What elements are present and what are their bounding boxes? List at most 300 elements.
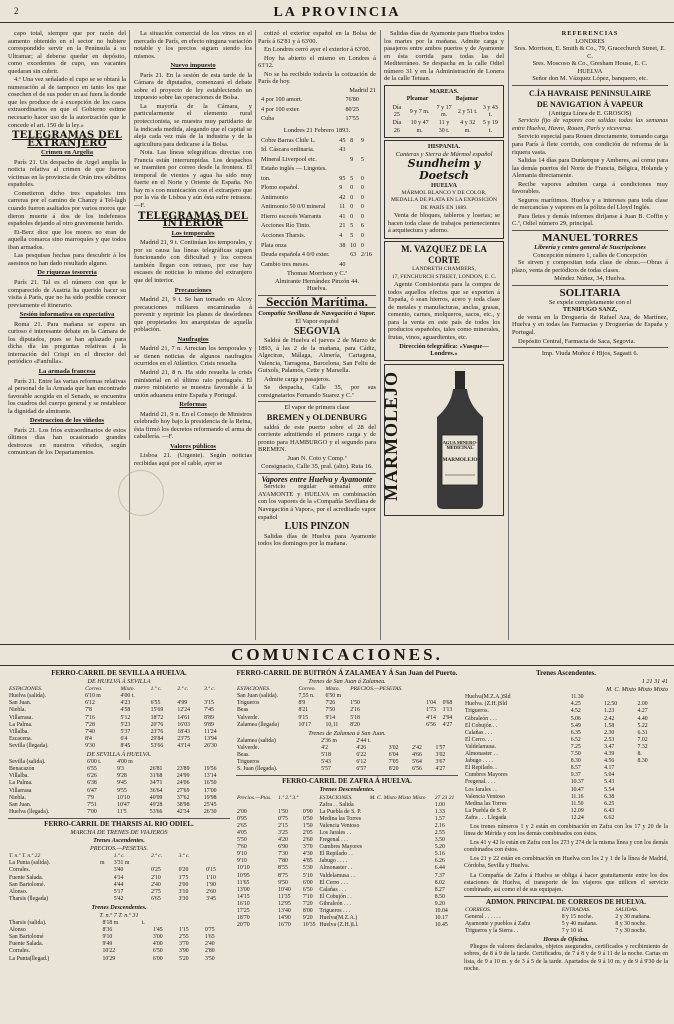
table-header-cell: 1.ª c.: [113, 853, 125, 860]
exchange-table: [258, 94, 376, 125]
table-cell: 9'28: [117, 773, 127, 780]
table-cell: 11'24: [204, 728, 217, 735]
timetable-row: [8, 707, 230, 714]
ad-brand-vertical: MARMOLEJO: [381, 370, 401, 501]
table-cell: [369, 908, 434, 915]
table-cell: 34'71: [149, 780, 163, 787]
table-cell: [664, 708, 668, 715]
timetable-table: [236, 686, 458, 729]
table-cell: 7'8: [85, 707, 92, 714]
table-cell: [338, 251, 347, 259]
table-cell: 80'25: [345, 105, 359, 113]
market-row: [260, 165, 374, 173]
table-cell: S. Juan (llegada).: [237, 766, 278, 773]
table-header-cell: PRECIOS.—PESETAS.: [350, 686, 403, 693]
article-paragraph: Saldrá de Huelva el jueves 2 de Marzo de 1893, á las 2 de la mañana, para Cádiz, Algeciras, Málaga, Almería, Cartagena, Valencia, Tarragona, Barcelona, San Feliu de Guixols, Palamós, Cette y Marsella.: [258, 337, 376, 375]
table-cell: 5'10: [302, 872, 313, 879]
ad-text: Servicio especial para Rouen directamente, tomando carga para París á flete corrido, con condición de reforma de la riquera vasta.: [512, 133, 668, 156]
table-cell: 10'29: [102, 955, 116, 962]
table-cell: 4.40: [637, 715, 648, 722]
table-cell: 19'98: [203, 794, 217, 801]
table-cell: 9'3: [117, 766, 124, 773]
table-cell: 9'15: [298, 714, 309, 721]
table-cell: [411, 738, 434, 745]
table-cell: 6'22: [356, 752, 367, 759]
table-cell: [149, 759, 176, 766]
table-cell: 5: [350, 222, 354, 230]
table-cell: Tharsis (salida).: [9, 920, 47, 927]
table-cell: 24'99: [176, 773, 190, 780]
table-cell: 5.16: [434, 851, 445, 858]
table-cell: [664, 758, 668, 765]
table-cell: 12'95: [278, 900, 291, 907]
table-header-cell: [433, 95, 454, 105]
table-cell: 2'40: [151, 881, 161, 888]
bottle-caption: AGUA MINERO-MEDICINAL: [442, 439, 478, 450]
company-subtitle: El Vapor español: [295, 317, 339, 325]
table-cell: [369, 851, 434, 858]
exchange-place: Madrid 21: [349, 86, 376, 94]
table-cell: Cuba: [261, 115, 275, 123]
article-paragraph: Madrid 21, 9 n. En el Consejo de Ministros celebrado hoy bajo la presidencia de la Reina, ésta firmó los decretos reformando el arma de caballería. —F.: [134, 410, 252, 441]
table-cell: 9'55: [117, 787, 127, 794]
article-paragraph: Las pesquisas hechas para descubrir á los asesinos no han dado resultado alguno.: [8, 252, 126, 267]
table-cell: Acciones Tharsis.: [261, 232, 306, 240]
timetable-row: [8, 896, 230, 903]
office-hours-text: Pliegos de valores declarados, objetos asegurados, certificados y recibimiento de sobres, de 8 á 9 de la tarde. Certificados, de 7 á 8 y de 9 á 11 de la noche. Cartas en lista, de 9 a 10 m. y de 3 á 5 de la tarde. Apartados de 9 á 10 m. y de 9 á 9'30 de la noche.: [464, 944, 668, 972]
timetable-row: [236, 752, 458, 759]
timetable-note: La Compañía de Zafra á Huelva se obliga á hacer gratuitamente entre los dos estaciones de Huelva, el transporte de los viajeros que utilicen el servicio combinado, así como el de sus equipajes.: [464, 872, 668, 893]
table-cell: 3'45: [206, 895, 216, 902]
table-cell: 8'75: [278, 872, 288, 879]
timetable-row: [236, 880, 458, 887]
timetable-row: [8, 927, 230, 934]
table-cell: 17'00: [203, 787, 217, 794]
table-cell: 6'12: [85, 700, 95, 707]
timetable-title: FERRO-CARRIL DE BUITRÓN Á ZALAMEA Y Á San Juan del Puerto.: [236, 669, 458, 677]
table-cell: [204, 920, 230, 927]
timetable-row: [8, 729, 230, 736]
table-cell: Alonso: [9, 927, 26, 934]
table-cell: Tharsis (llegada): [9, 895, 49, 902]
table-cell: 8.30: [637, 758, 648, 765]
table-cell: [141, 956, 152, 963]
timetable-row: [236, 745, 458, 752]
table-cell: Trigueros: [237, 700, 260, 707]
table-cell: [637, 765, 664, 772]
table-cell: La Punta (salida).: [9, 860, 51, 867]
timetable-row: [8, 759, 230, 766]
timetable-row: [236, 887, 458, 894]
table-cell: [236, 802, 277, 809]
exchange-row: [260, 106, 374, 114]
table-cell: 11'65: [237, 879, 250, 886]
table-header-cell: 3.ª c.: [204, 686, 216, 693]
table-cell: 43'14: [177, 742, 191, 749]
table-cell: San Bartolomé: [9, 934, 44, 941]
column-rule: [129, 30, 130, 640]
table-cell: [150, 860, 178, 867]
table-cell: 0'90: [302, 808, 313, 815]
table-cell: 19'56: [203, 766, 217, 773]
ad-subtitle: (Antigua Línea de E. GROSOS): [548, 109, 632, 117]
table-cell: 7.50: [570, 751, 581, 758]
timetable-row: [464, 815, 668, 822]
table-cell: 11'35: [278, 893, 291, 900]
column-1: [8, 30, 126, 640]
timetable-columns: 1 21 31 41: [641, 678, 668, 686]
subheading: Nuevo impuesto: [170, 62, 216, 70]
market-row: [260, 203, 374, 211]
table-cell: Alonso.: [9, 888, 28, 895]
table-cell: 8'36: [102, 927, 113, 934]
table-cell: 23'75: [177, 735, 191, 742]
table-cell: 3 y 43 t.: [482, 104, 498, 119]
table-cell: 3'31 m: [113, 860, 130, 867]
table-cell: 2.53: [604, 736, 615, 743]
table-cell: 6'65: [151, 895, 161, 902]
table-cell: 10 y 47 m.: [410, 120, 429, 134]
table-cell: 8'20: [388, 766, 399, 773]
table-cell: [369, 830, 434, 837]
table-cell: 1'57: [435, 744, 446, 751]
table-cell: 10.45: [434, 922, 448, 929]
marmolejo-ad: [381, 364, 504, 516]
table-cell: 53'66: [149, 808, 163, 815]
table-cell: [302, 802, 318, 809]
table-cell: 6'56: [412, 766, 422, 773]
table-cell: [176, 759, 203, 766]
table-cell: 5.54: [604, 786, 615, 793]
table-cell: 0'75: [204, 927, 215, 934]
table-cell: 6'50: [152, 948, 163, 955]
table-cell: 8'21: [298, 707, 309, 714]
table-cell: [141, 927, 152, 934]
table-cell: 3'70: [302, 844, 313, 851]
table-cell: 3'30: [178, 895, 189, 902]
article-paragraph: Consignacio, Calle 35, pral. (alto). Ruta 16.: [261, 463, 373, 471]
table-cell: 2 y 30 mañana.: [615, 914, 651, 920]
table-cell: [99, 875, 113, 882]
subheading: Valores públicos: [170, 442, 216, 450]
table-cell: Valverde.: [237, 744, 260, 751]
table-cell: 16'70: [278, 922, 291, 929]
table-cell: Corrales.: [9, 948, 31, 955]
table-cell: 6'00: [152, 955, 163, 962]
market-row: [260, 146, 374, 154]
table-cell: 9'20: [302, 915, 313, 922]
timetable-row: [464, 737, 668, 744]
timetable-row: [236, 922, 458, 929]
subheading: Precauciones: [174, 286, 212, 294]
table-cell: Trigueros . . .: [319, 908, 351, 914]
table-cell: [369, 858, 434, 865]
table-cell: 1'50: [302, 822, 313, 829]
table-cell: 0'75: [278, 815, 288, 822]
table-cell: 3'10: [178, 888, 189, 895]
table-cell: 2'65: [237, 822, 247, 829]
table-cell: 17'55: [345, 115, 359, 123]
references-title: REFERENCIAS: [561, 30, 619, 37]
table-cell: 10: [350, 241, 357, 249]
timetable-row: [8, 788, 230, 795]
table-cell: [637, 779, 664, 786]
table-cell: 4.52: [570, 708, 581, 715]
table-cell: [141, 948, 152, 955]
table-cell: 4'14: [426, 714, 436, 721]
market-row: [260, 251, 374, 259]
article-paragraph: París 21. Un despacho de Argel amplía la noticia relativa al crimen de que fueron víctimas en la provincia de Orán tres súbditos españoles.: [8, 158, 126, 189]
table-cell: 11 y 30 t.: [438, 120, 450, 134]
table-cell: 11.50: [570, 800, 584, 807]
table-cell: 4.25: [570, 701, 581, 708]
table-cell: Cumbres Mayores: [319, 844, 363, 851]
table-cell: 7'9: [87, 794, 94, 801]
table-cell: Escacena.: [9, 735, 33, 742]
timetable-row: [8, 860, 230, 867]
table-cell: 5.06: [570, 715, 581, 722]
article-paragraph: París 21. Entre las varias reformas relativas al personal de la Armada que han encontrado favorable acogida en el Senado, se encuentra los cuadros del cuerpo general y se restablece la dignidad de almirante.: [8, 377, 126, 415]
table-cell: 4'00: [152, 941, 163, 948]
table-cell: 4.27: [637, 708, 648, 715]
newspaper-title: LA PROVINCIA: [273, 5, 401, 20]
table-cell: 26'30: [203, 808, 217, 815]
post-office-table: [464, 907, 668, 935]
table-cell: 2'15: [278, 822, 288, 829]
table-cell: Calañas . . .: [465, 729, 493, 736]
article-paragraph: 4.º Una vez señalado el cupo se se obtará la numeración al de tampoco en tanto los que cosechen el de sus poder en así fuera la donde que les produce de á excepción de los casos extraordinarios en que el Gobierno estime necesario hacer uso de la autorización que le concede el art. 150 de la ley.»: [8, 76, 126, 129]
table-cell: Gibraleón . . .: [319, 900, 352, 907]
table-cell: 0'20: [178, 867, 189, 874]
table-cell: 18'70: [237, 915, 250, 922]
table-cell: El Cerro . . .: [319, 879, 348, 886]
table-cell: 2.00: [637, 701, 648, 708]
timetable-row: [464, 794, 668, 801]
table-cell: 12.24: [570, 814, 584, 821]
timetable-row: [464, 808, 668, 815]
column-rule: [255, 30, 256, 640]
table-cell: Medina las Torres: [465, 800, 507, 807]
table-cell: 1'90: [206, 881, 216, 888]
tides-title: MAREAS.: [429, 87, 459, 95]
table-cell: 8.27: [434, 886, 445, 893]
table-cell: 45: [339, 136, 346, 144]
timetable-row: [236, 823, 458, 830]
table-cell: 4'20: [278, 837, 288, 844]
table-cell: 10'35: [302, 922, 316, 929]
table-cell: 2'36 m: [321, 737, 337, 744]
table-cell: 8.02: [434, 879, 445, 886]
table-cell: [369, 887, 434, 894]
table-cell: Fuente Salada.: [9, 941, 44, 948]
table-cell: 12.09: [570, 807, 584, 814]
table-cell: [349, 146, 358, 154]
market-row: [260, 242, 374, 250]
table-cell: [637, 694, 664, 701]
table-cell: Valdelamusa.: [465, 743, 497, 750]
table-cell: El Cerro. . .: [465, 736, 493, 743]
table-cell: 31'68: [149, 773, 163, 780]
table-cell: 8'45: [120, 742, 131, 749]
article-paragraph: No se ha recibido todavía la cotización de París de hoy.: [258, 70, 376, 86]
table-cell: Fregenal . . .: [319, 837, 349, 844]
table-cell: 5.49: [570, 722, 581, 729]
table-header-cell: [388, 95, 406, 105]
table-cell: [369, 873, 434, 880]
marble-ad: [384, 140, 504, 239]
post-row: [464, 928, 668, 935]
table-cell: [369, 915, 434, 922]
table-cell: 2'60: [206, 888, 216, 895]
table-cell: 4'27: [442, 721, 453, 728]
timetable-table: [464, 694, 668, 822]
office-hours-title: Horas de Oficina.: [543, 936, 589, 944]
timetable-direction: DE SEVILLA Á HUELVA.: [86, 751, 152, 759]
table-cell: 20'70: [237, 922, 250, 929]
table-cell: 5'18: [350, 714, 360, 721]
article-paragraph: Salidas días de Huelva para Ayamonte todos los domingos por la mañana.: [258, 532, 376, 548]
table-cell: 4 por 100 amort.: [261, 96, 303, 104]
table-cell: 3'70: [178, 941, 189, 948]
table-cell: 2.16: [434, 822, 445, 829]
table-cell: San Juan.: [9, 700, 32, 707]
timetable-row: [236, 722, 458, 729]
ad-text: Canteras y Sierra de Mármol español: [395, 150, 493, 158]
table-cell: 10'10: [237, 865, 250, 872]
timetable-row: [464, 772, 668, 779]
timetable-row: [464, 723, 668, 730]
timetable-row: [236, 816, 458, 823]
table-cell: 3.47: [604, 743, 615, 750]
table-cell: 15'69: [150, 707, 164, 714]
timetable-row: [8, 948, 230, 955]
table-cell: 5 y 19 t.: [482, 120, 498, 134]
article-paragraph: Servicio regular semanal entre AYAMONTE y HUELVA en combinación con los vapores de la «Compañía Sevillana de Navegación á Vapor», por el acreditado vapor español: [258, 483, 376, 521]
table-cell: 9'49: [102, 941, 113, 948]
table-cell: 6'00 t.: [87, 759, 102, 766]
table-header-cell: ESTACIONES.: [319, 794, 353, 801]
table-cell: La Palma.: [9, 721, 33, 728]
table-cell: 5: [350, 174, 354, 182]
table-cell: 76'80: [345, 96, 359, 104]
table-cell: Huelva(M.Z.A.)Sld: [465, 694, 511, 701]
table-cell: 10'22: [102, 948, 116, 955]
table-cell: Zalamea (salida): [237, 737, 276, 744]
timetable-kinds: M. C. Mixto Mixto Mixto: [606, 686, 668, 694]
table-cell: 0'95: [237, 815, 247, 822]
table-cell: 6'4: [120, 735, 128, 742]
table-cell: 24'06: [176, 780, 190, 787]
table-cell: 7'10: [302, 893, 313, 900]
timetable-row: [236, 707, 458, 714]
timetable-ascendentes: [464, 668, 668, 1018]
ad-heading: MANUEL TORRES: [542, 232, 638, 245]
timetable-table: [236, 738, 458, 773]
table-cell: La Palma.: [9, 780, 33, 787]
table-cell: 7'26: [325, 700, 336, 707]
table-header-cell: [302, 795, 318, 802]
table-cell: 5'43: [321, 759, 331, 766]
table-cell: San Bartolomé.: [9, 881, 46, 888]
ad-text: de venta en la Droguería de Rafael Aza, de Martínez, Huelva y en todas las Farmacias y Droguerías de España y Portugal.: [512, 313, 668, 336]
table-cell: [664, 744, 668, 751]
table-cell: 0: [360, 184, 365, 192]
table-cell: 0'50: [302, 815, 313, 822]
ad-address: Méndez Núñez, 34, Huelva.: [554, 275, 626, 283]
table-cell: 3'25: [278, 829, 288, 836]
table-cell: 1'50: [278, 808, 288, 815]
table-cell: 5.20: [434, 844, 445, 851]
table-header-cell: Correo.: [85, 686, 103, 693]
table-cell: 3'02: [435, 752, 446, 759]
article-paragraph: Se despacha, Calle 35, por sus consignatarios Fernando Suarez y C.ª: [258, 384, 376, 399]
table-cell: 4: [339, 232, 343, 240]
divider: [512, 285, 668, 286]
table-cell: 0: [360, 174, 365, 182]
table-cell: 2'75: [151, 888, 161, 895]
table-cell: 36'64: [149, 787, 163, 794]
table-cell: 7'30: [278, 851, 288, 858]
article-paragraph: Ei-Berz dice que los moros no eran de aquella comarca sino marroquíes y que todos iban armados.: [8, 228, 126, 251]
table-cell: Trigueros.: [465, 708, 489, 715]
timetable-row: [464, 716, 668, 723]
table-cell: 6'56: [426, 721, 436, 728]
table-cell: [178, 860, 206, 867]
table-cell: [388, 738, 411, 745]
table-cell: 9: [339, 184, 343, 192]
table-cell: 5: [360, 155, 365, 163]
timetable-row: [236, 693, 458, 700]
table-cell: 2'05: [302, 829, 313, 836]
references-text: LONDRES Sres. Morrison, E. Smith & Co., 79, Gracechurch Street, E. C. Sres. Moscoso & Co., Gresham House, E. C.: [514, 37, 666, 68]
divider: [8, 818, 230, 819]
table-cell: 37'62: [176, 794, 190, 801]
table-cell: 4'66: [412, 752, 422, 759]
table-cell: 0: [360, 203, 365, 211]
table-cell: t.: [141, 920, 145, 927]
timetable-table: [8, 853, 230, 903]
timetable-row: [8, 715, 230, 722]
table-cell: 42'34: [176, 808, 190, 815]
table-cell: 7.32: [637, 743, 648, 750]
table-cell: [360, 261, 374, 269]
table-cell: [203, 693, 230, 700]
timetable-row: [464, 701, 668, 708]
article-paragraph: Nota. Las líneas telegráficas directas con Francia están interrumpidas. Los despachos se trasmiten por correo desde la frontera. El temporal de vientos y agua ha sido muy fuerte en el Norte y Oriente de España. No hay m s con municación con el extranjero que por la vía de Lisboa y aún ésta sufre retrasos.—F.: [134, 149, 252, 210]
table-cell: Niebla.: [9, 794, 26, 801]
table-cell: [637, 815, 664, 822]
table-cell: 17'25: [237, 908, 250, 914]
table-cell: Zalamea (llegada): [237, 721, 279, 728]
table-cell: La Puebla de S. P.: [465, 807, 507, 814]
table-cell: 6'12: [356, 759, 367, 766]
table-cell: [369, 823, 434, 830]
table-cell: 9'30: [85, 742, 95, 749]
table-cell: [360, 146, 374, 154]
table-cell: 0: [350, 193, 354, 201]
ship-heading: El vapor de primera clase: [284, 404, 350, 412]
table-cell: 6'55: [87, 766, 97, 773]
table-cell: Plata onza: [261, 241, 287, 249]
timetable-prices-head: PRECIOS.—PESETAS.: [90, 845, 148, 853]
table-cell: 25'45: [203, 801, 217, 808]
table-cell: 11.30: [570, 694, 584, 701]
table-cell: Antimonio: [261, 193, 288, 201]
table-cell: [349, 261, 358, 269]
table-cell: Cambio tres meses.: [261, 260, 310, 268]
table-cell: [664, 694, 668, 701]
table-cell: 53'66: [150, 742, 164, 749]
